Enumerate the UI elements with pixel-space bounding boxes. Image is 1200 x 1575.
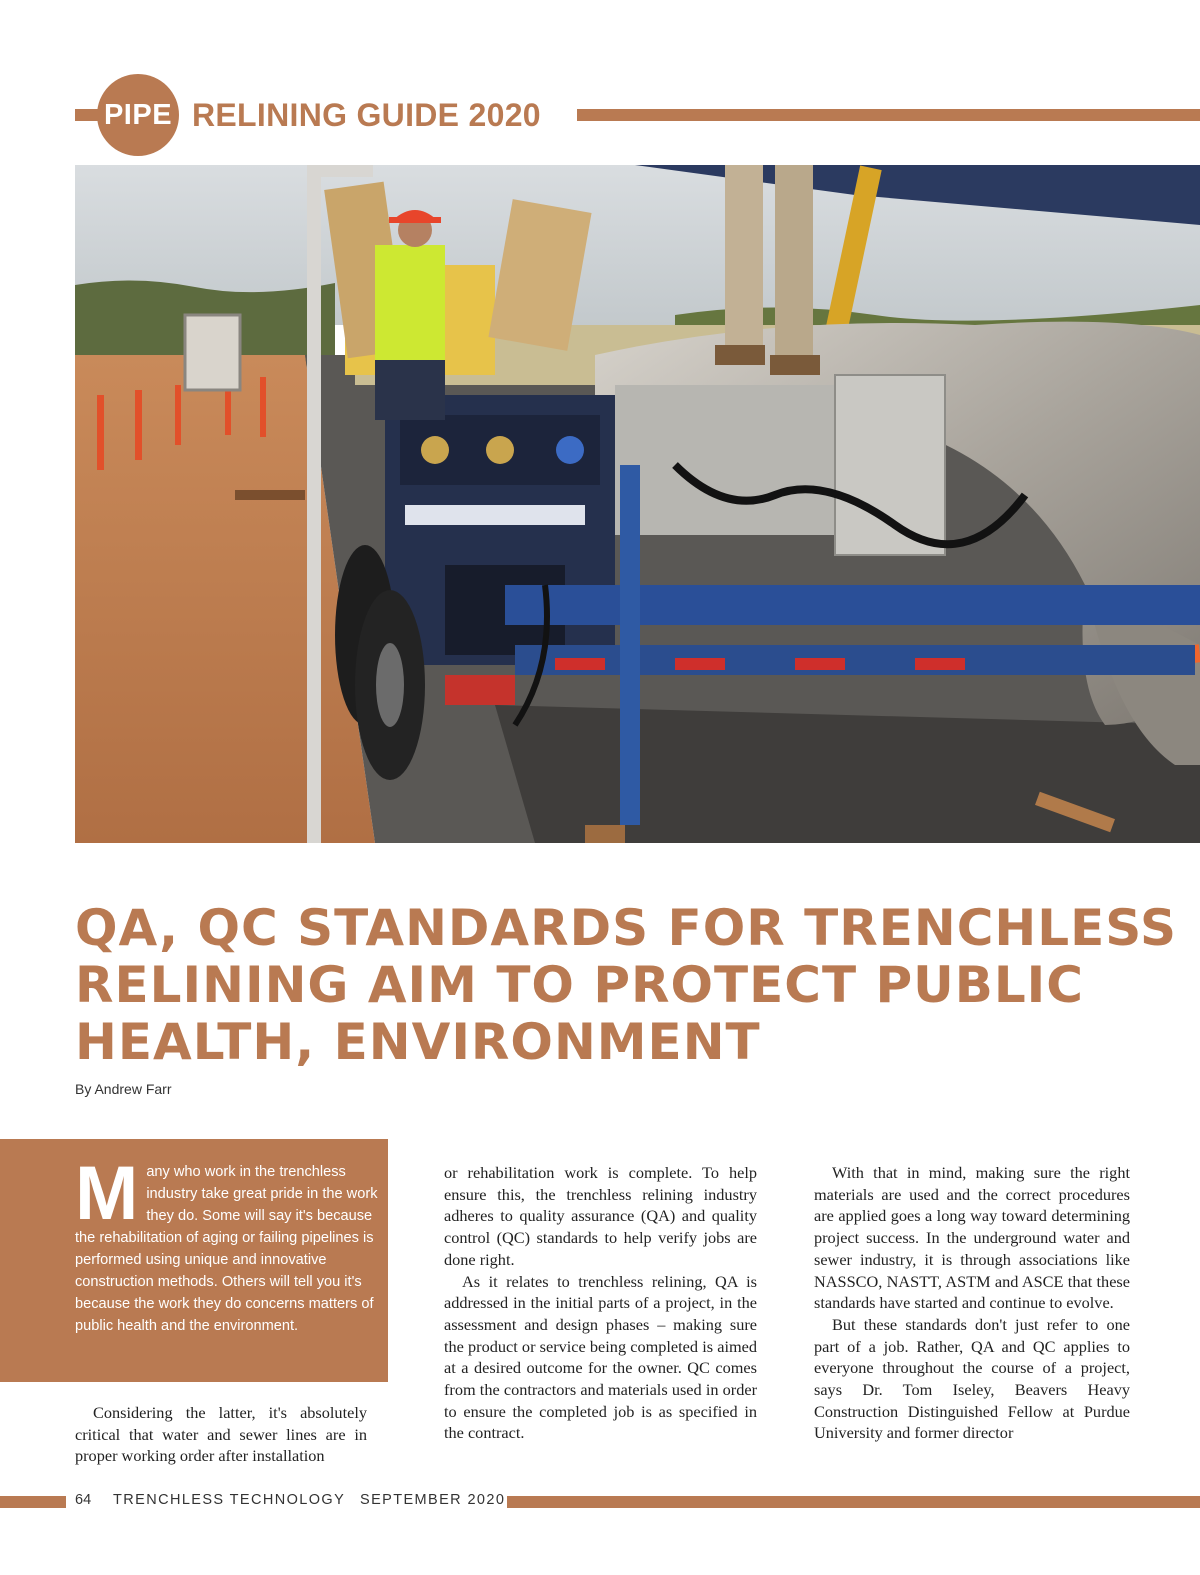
drop-cap: M <box>75 1151 139 1236</box>
header-badge <box>97 74 179 156</box>
footer-rule-left <box>0 1496 66 1508</box>
page-number: 64 <box>75 1492 92 1508</box>
construction-photo-icon <box>75 165 1200 843</box>
body-column-2 <box>444 1162 757 1444</box>
feature-photo <box>75 165 1200 843</box>
section-title: RELINING GUIDE 2020 <box>192 97 541 133</box>
paragraph: But these standards don't just refer to one part of a job. Rather, QA and QC applies to everyone throughout the course of a project, says Dr. Tom Iseley, Beavers Heavy Construction Distinguished Fellow at Purdue University and former director <box>814 1314 1130 1443</box>
paragraph: or rehabilitation work is complete. To help ensure this, the trenchless relining industry adheres to quality assurance (QA) and quality control (QC) standards to help verify jobs are done right. <box>444 1163 757 1269</box>
body-column-1 <box>75 1402 367 1467</box>
body-column-3 <box>814 1162 1130 1444</box>
footer-rule-right <box>507 1496 1200 1508</box>
header-badge-text: PIPE <box>103 98 173 131</box>
paragraph: With that in mind, making sure the right materials are used and the correct procedures are applied goes a long way toward determining project success. In the underground water and sewer industry, it is through associations like NASSCO, NASTT, ASTM and ASCE that these standards have started and continue to evolve. <box>814 1163 1130 1313</box>
intro-box <box>0 1139 388 1382</box>
article-headline: QA, QC STANDARDS FOR TRENCHLESS RELINING AIM TO PROTECT PUBLIC HEALTH, ENVIRONMENT <box>75 899 1178 1071</box>
magazine-name: TRENCHLESS TECHNOLOGY <box>113 1492 346 1508</box>
paragraph: Considering the latter, it's absolutely critical that water and sewer lines are in proper working order after installation <box>75 1403 367 1466</box>
paragraph: As it relates to trenchless relining, QA is addressed in the initial parts of a project, in the assessment and design phases – making sure the product or service being completed is aimed at a desired outcome for the owner. QC comes from the contractors and materials used in order to ensure the completed job is as specified in the contract. <box>444 1271 757 1443</box>
header-rule-right <box>577 109 1200 121</box>
byline: By Andrew Farr <box>75 1081 172 1097</box>
issue-date: SEPTEMBER 2020 <box>360 1492 506 1508</box>
intro-text: any who work in the trenchless industry take great pride in the work they do. Some will say it's because the rehabilitation of aging or failing pipelines is performed using unique and innovative construction methods. Others will tell you it's because the work they do concerns matters of public health and the environment. <box>75 1164 378 1334</box>
